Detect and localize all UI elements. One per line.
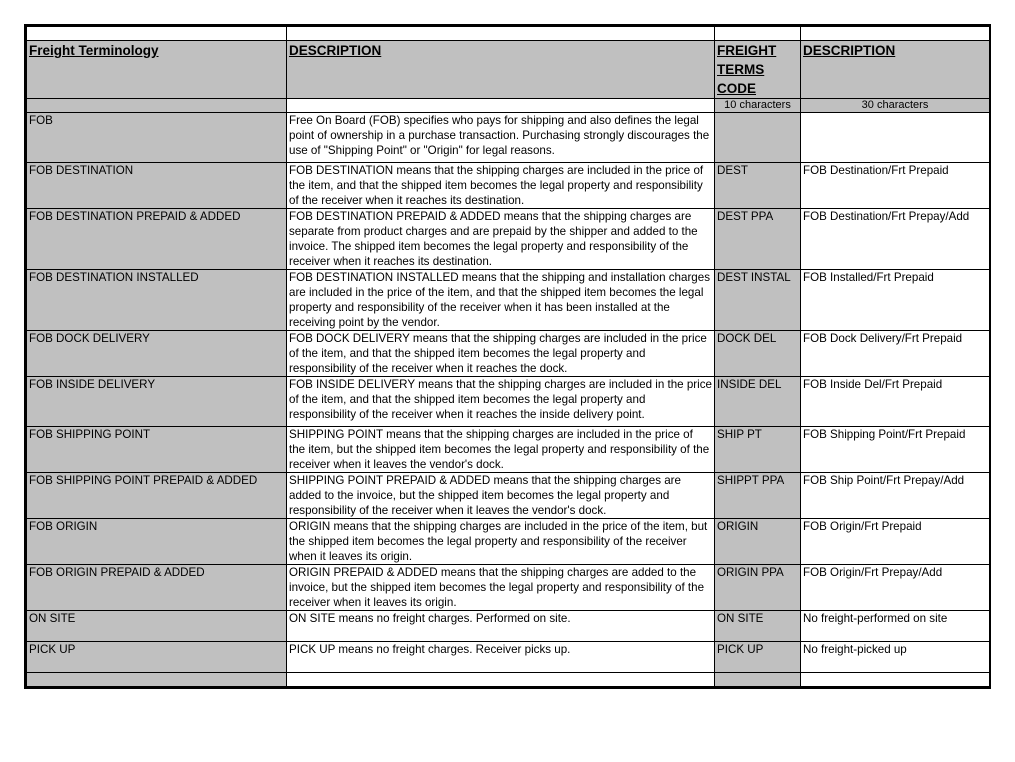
term-cell[interactable]: FOB ORIGIN PREPAID & ADDED <box>27 565 287 611</box>
table-row <box>27 611 990 642</box>
code-description-cell[interactable]: No freight-performed on site <box>801 611 990 642</box>
code-cell[interactable]: ORIGIN PPA <box>715 565 801 611</box>
code-description-cell[interactable]: FOB Ship Point/Frt Prepay/Add <box>801 473 990 519</box>
header-description[interactable]: DESCRIPTION <box>287 41 715 99</box>
term-cell[interactable]: FOB INSIDE DELIVERY <box>27 377 287 427</box>
code-cell[interactable]: ORIGIN <box>715 519 801 565</box>
table-row <box>27 331 990 377</box>
header-row <box>27 41 990 99</box>
top-blank-row <box>27 27 990 41</box>
code-cell[interactable]: SHIPPT PPA <box>715 473 801 519</box>
code-description-cell[interactable]: FOB Origin/Frt Prepay/Add <box>801 565 990 611</box>
description-cell[interactable]: ORIGIN means that the shipping charges are included in the price of the item, but the shipped item becomes the legal property and responsibility of the receiver when it leaves its origin. <box>287 519 715 565</box>
code-cell[interactable]: DOCK DEL <box>715 331 801 377</box>
freight-terms-table <box>26 26 990 687</box>
code-description-cell[interactable]: FOB Dock Delivery/Frt Prepaid <box>801 331 990 377</box>
code-description-cell[interactable]: No freight-picked up <box>801 642 990 673</box>
blank-cell[interactable] <box>801 673 990 687</box>
table-row <box>27 519 990 565</box>
code-description-cell[interactable]: FOB Destination/Frt Prepaid <box>801 163 990 209</box>
term-cell[interactable]: FOB SHIPPING POINT PREPAID & ADDED <box>27 473 287 519</box>
blank-cell[interactable] <box>715 673 801 687</box>
term-cell[interactable]: FOB DOCK DELIVERY <box>27 331 287 377</box>
blank-cell[interactable] <box>801 27 990 41</box>
code-cell[interactable]: ON SITE <box>715 611 801 642</box>
term-cell[interactable]: FOB ORIGIN <box>27 519 287 565</box>
term-cell[interactable]: FOB SHIPPING POINT <box>27 427 287 473</box>
code-description-cell[interactable]: FOB Inside Del/Frt Prepaid <box>801 377 990 427</box>
header-freight-terminology[interactable]: Freight Terminology <box>27 41 287 99</box>
description-cell[interactable]: FOB DESTINATION means that the shipping charges are included in the price of the item, and that the shipped item becomes the legal property and responsibility of the receiver when it reaches its destination. <box>287 163 715 209</box>
code-description-cell[interactable] <box>801 113 990 163</box>
term-cell[interactable]: FOB DESTINATION INSTALLED <box>27 270 287 331</box>
header-code-description[interactable]: DESCRIPTION <box>801 41 990 99</box>
term-cell[interactable]: FOB <box>27 113 287 163</box>
blank-cell[interactable] <box>27 673 287 687</box>
term-cell[interactable]: FOB DESTINATION PREPAID & ADDED <box>27 209 287 270</box>
table-row <box>27 113 990 163</box>
description-cell[interactable]: ORIGIN PREPAID & ADDED means that the shipping charges are added to the invoice, but the shipped item becomes the legal property and responsibility of the receiver when it leaves its origin. <box>287 565 715 611</box>
table-row <box>27 377 990 427</box>
table-row <box>27 642 990 673</box>
code-description-cell[interactable]: FOB Installed/Frt Prepaid <box>801 270 990 331</box>
code-cell[interactable]: PICK UP <box>715 642 801 673</box>
code-cell[interactable] <box>715 113 801 163</box>
table-row <box>27 270 990 331</box>
code-cell[interactable]: DEST PPA <box>715 209 801 270</box>
code-cell[interactable]: DEST INSTAL <box>715 270 801 331</box>
term-cell[interactable]: PICK UP <box>27 642 287 673</box>
blank-cell[interactable] <box>287 673 715 687</box>
table-row <box>27 163 990 209</box>
description-cell[interactable]: PICK UP means no freight charges. Receiver picks up. <box>287 642 715 673</box>
term-cell[interactable]: ON SITE <box>27 611 287 642</box>
table-row <box>27 565 990 611</box>
table-row <box>27 209 990 270</box>
blank-cell[interactable] <box>287 99 715 113</box>
freight-terms-sheet <box>24 24 991 689</box>
code-description-cell[interactable]: FOB Origin/Frt Prepaid <box>801 519 990 565</box>
header-freight-terms-code[interactable]: FREIGHT TERMS CODE <box>715 41 801 99</box>
description-cell[interactable]: SHIPPING POINT PREPAID & ADDED means that the shipping charges are added to the invoice, but the shipped item becomes the legal property and responsibility of the receiver when it leaves the vendor's dock. <box>287 473 715 519</box>
code-length-note[interactable]: 10 characters <box>715 99 801 113</box>
code-description-cell[interactable]: FOB Destination/Frt Prepay/Add <box>801 209 990 270</box>
description-cell[interactable]: FOB DOCK DELIVERY means that the shipping charges are included in the price of the item, and that the shipped item becomes the legal property and responsibility of the receiver when it reaches the dock. <box>287 331 715 377</box>
length-note-row <box>27 99 990 113</box>
description-cell[interactable]: FOB INSIDE DELIVERY means that the shipping charges are included in the price of the item, and that the shipped item becomes the legal property and responsibility of the receiver when it reaches the inside delivery point. <box>287 377 715 427</box>
bottom-blank-row <box>27 673 990 687</box>
blank-cell[interactable] <box>715 27 801 41</box>
description-cell[interactable]: FOB DESTINATION PREPAID & ADDED means that the shipping charges are separate from product charges and are prepaid by the shipper and added to the invoice. The shipped item becomes the legal property and responsibility of the receiver when it reaches its destination. <box>287 209 715 270</box>
description-cell[interactable]: Free On Board (FOB) specifies who pays for shipping and also defines the legal point of ownership in a purchase transaction. Purchasing strongly discourages the use of "Shipping Point" or "Origin" for legal reasons. <box>287 113 715 163</box>
description-cell[interactable]: ON SITE means no freight charges. Performed on site. <box>287 611 715 642</box>
table-row <box>27 473 990 519</box>
blank-cell[interactable] <box>27 27 287 41</box>
code-cell[interactable]: INSIDE DEL <box>715 377 801 427</box>
term-cell[interactable]: FOB DESTINATION <box>27 163 287 209</box>
description-cell[interactable]: FOB DESTINATION INSTALLED means that the shipping and installation charges are included in the price of the item, and that the shipped item becomes the legal property and responsibility of the receiver when it has been installed at the receiving point by the vendor. <box>287 270 715 331</box>
description-cell[interactable]: SHIPPING POINT means that the shipping charges are included in the price of the item, but the shipped item becomes the legal property and responsibility of the receiver when it leaves the vendor's dock. <box>287 427 715 473</box>
blank-cell[interactable] <box>287 27 715 41</box>
code-cell[interactable]: DEST <box>715 163 801 209</box>
code-description-length-note[interactable]: 30 characters <box>801 99 990 113</box>
blank-cell[interactable] <box>27 99 287 113</box>
code-cell[interactable]: SHIP PT <box>715 427 801 473</box>
table-row <box>27 427 990 473</box>
code-description-cell[interactable]: FOB Shipping Point/Frt Prepaid <box>801 427 990 473</box>
